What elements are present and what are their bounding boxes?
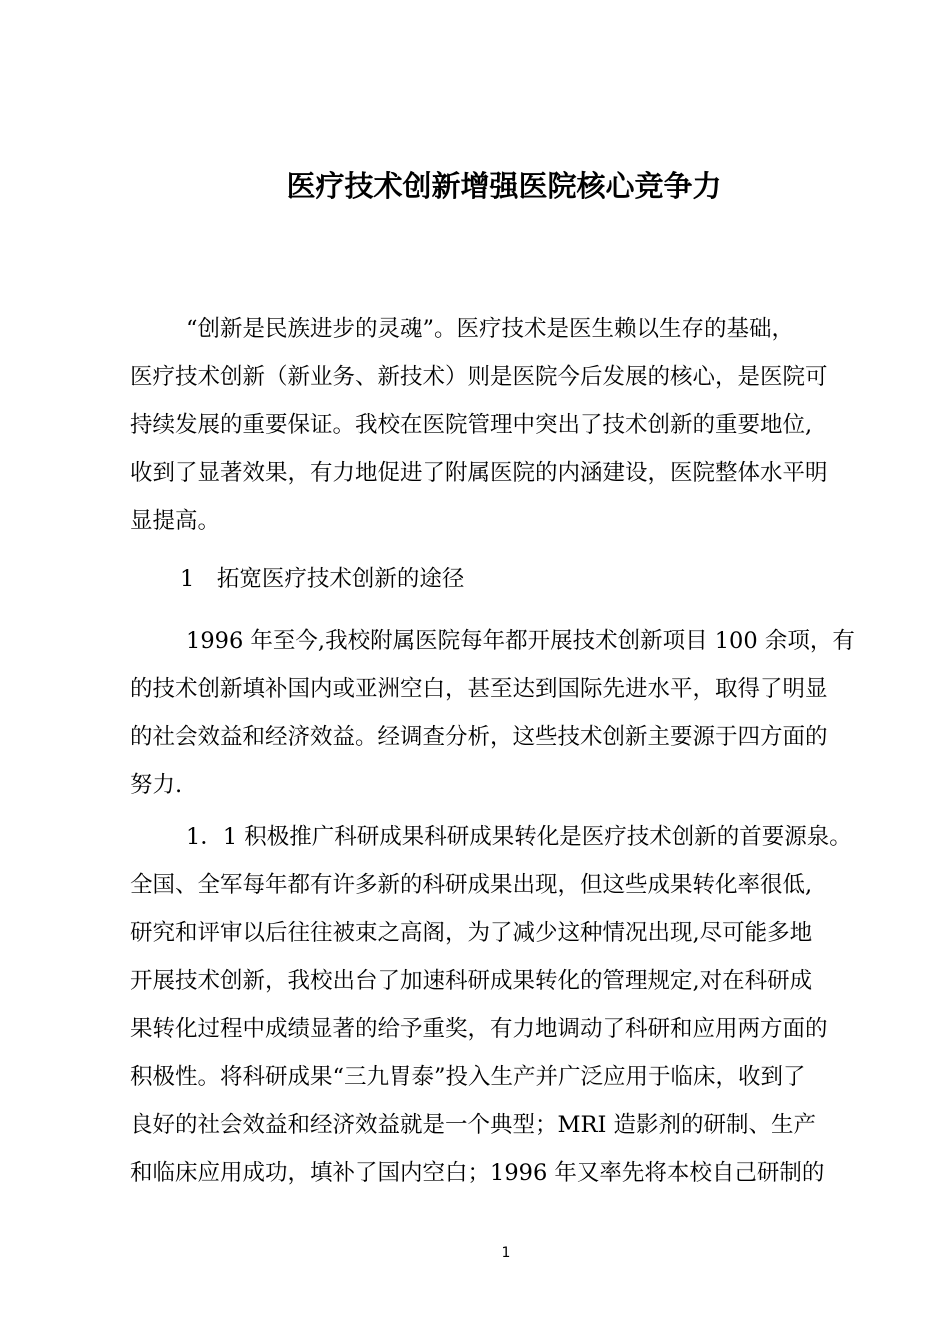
section-heading-1: 1 拓宽医疗技术创新的途径 — [180, 566, 465, 592]
paragraph-3-line-7: 良好的社会效益和经济效益就是一个典型；MRI 造影剂的研制、生产 — [130, 1112, 817, 1138]
paragraph-3-line-3: 研究和评审以后往往被束之高阁，为了减少这种情况出现,尽可能多地 — [130, 920, 813, 946]
paragraph-1-line-1: “创新是民族进步的灵魂”。医疗技术是医生赖以生存的基础， — [186, 316, 795, 342]
paragraph-3-line-4: 开展技术创新，我校出台了加速科研成果转化的管理规定,对在科研成 — [130, 968, 813, 994]
paragraph-3-line-1: 1．1 积极推广科研成果科研成果转化是医疗技术创新的首要源泉。 — [186, 824, 852, 850]
document-title: 医疗技术创新增强医院核心竞争力 — [286, 169, 722, 203]
paragraph-3-line-5: 果转化过程中成绩显著的给予重奖，有力地调动了科研和应用两方面的 — [130, 1016, 828, 1042]
paragraph-1-line-4: 收到了显著效果，有力地促进了附属医院的内涵建设，医院整体水平明 — [130, 460, 828, 486]
paragraph-1-line-5: 显提高。 — [130, 508, 221, 534]
paragraph-3-line-8: 和临床应用成功，填补了国内空白；1996 年又率先将本校自己研制的 — [130, 1160, 825, 1186]
paragraph-2-line-3: 的社会效益和经济效益。经调查分析，这些技术创新主要源于四方面的 — [130, 724, 828, 750]
paragraph-3-line-6: 积极性。将科研成果“三九胃泰”投入生产并广泛应用于临床，收到了 — [130, 1064, 806, 1090]
paragraph-3-line-2: 全国、全军每年都有许多新的科研成果出现，但这些成果转化率很低, — [130, 872, 813, 898]
paragraph-2-line-2: 的技术创新填补国内或亚洲空白，甚至达到国际先进水平，取得了明显 — [130, 676, 828, 702]
paragraph-2-line-4: 努力. — [130, 772, 183, 798]
paragraph-1-line-3: 持续发展的重要保证。我校在医院管理中突出了技术创新的重要地位, — [130, 412, 813, 438]
page-number: 1 — [501, 1245, 511, 1261]
paragraph-2-line-1: 1996 年至今,我校附属医院每年都开展技术创新项目 100 余项，有 — [186, 628, 855, 654]
paragraph-1-line-2: 医疗技术创新（新业务、新技术）则是医院今后发展的核心，是医院可 — [130, 364, 828, 390]
